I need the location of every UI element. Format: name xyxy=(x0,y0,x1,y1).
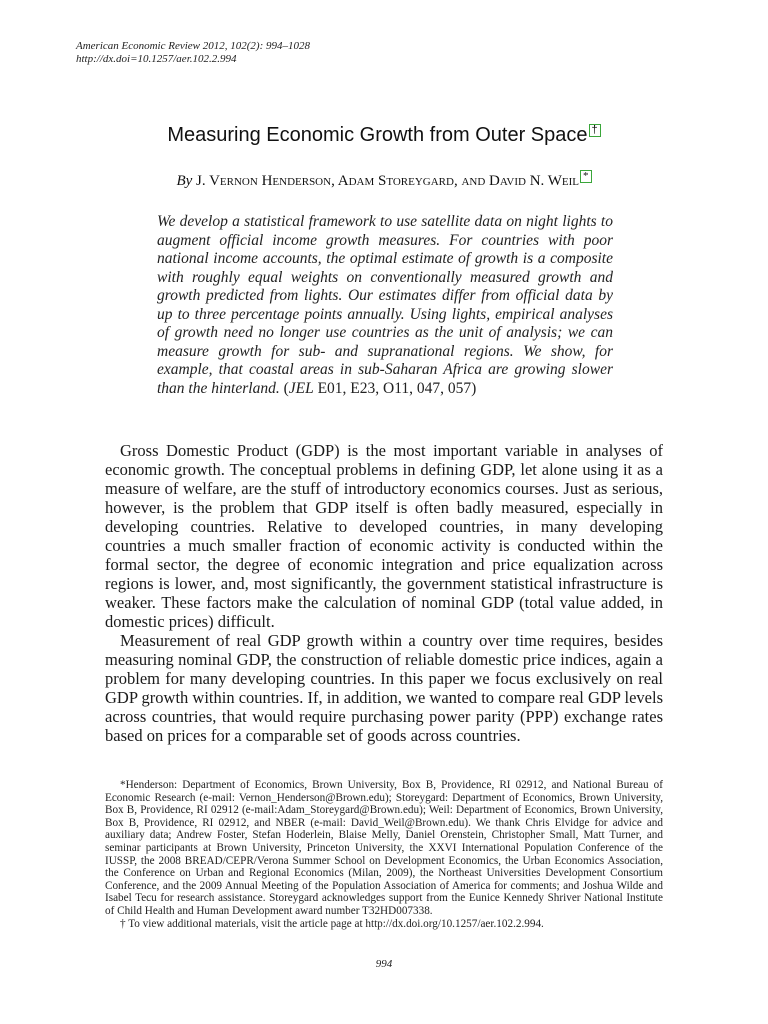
page-number: 994 xyxy=(375,958,393,970)
byline-by: By xyxy=(176,173,193,189)
footnote-additional-materials: † To view additional materials, visit the article page at http://dx.doi.org/10.1257/aer.102.2.994. xyxy=(120,917,544,930)
abstract-text: We develop a statistical framework to use satellite data on night lights to augment official income growth measures. For countries with poor national income accounts, the optimal estimate of growth is a composite with roughly equal weights on conventionally measured growth and growth predicted from lights. Our estimates differ from official data by up to three percentage points annually. Using lights, empirical analyses of growth need no longer use countries as the unit of analysis; we can measure growth for sub- and supranational regions. We show, for example, that coastal areas in sub-Saharan Africa are growing slower than the hinterland. xyxy=(157,213,613,397)
author-footnote-link[interactable]: * xyxy=(580,170,592,183)
journal-doi: http://dx.doi=10.1257/aer.102.2.994 xyxy=(76,53,237,65)
paper-title-text: Measuring Economic Growth from Outer Space xyxy=(167,124,588,146)
footnote-author-affiliations: *Henderson: Department of Economics, Brown University, Box B, Providence, RI 02912, and National Bureau of Economic Research (e-mail: Vernon_Henderson@Brown.edu); Storeygard: Department of Economics, Brown University, Box B, Providence, RI 02912 (e-mail:Adam_Storeygard@Brown.edu); Weil: Department of Economics, Brown University, Box B, Providence, RI 02912, and NBER (e-mail: David_Weil@Brown.edu). We thank Chris Elvidge for advice and auxiliary data; Andrew Foster, Stefan Hoderlein, Blaise Melly, Daniel Orenstein, Christopher Small, Matt Turner, and seminar participants at Brown University, Princeton University, the XXVI International Population Conference of the IUSSP, the 2008 BREAD/CEPR/Verona Summer School on Development Economics, the Urban Economics Association, the Conference on Urban and Regional Economics (Milan, 2009), the Northeast Universities Development Consortium Conference, and the 2009 Annual Meeting of the Population Association of America for comments; and Joshua Wilde and Isabel Tecu for research assistance. Storeygard acknowledges support from the Eunice Kennedy Shriver National Institute of Child Health and Human Development award number T32HD007338. xyxy=(105,779,663,917)
jel-label: JEL xyxy=(288,379,314,397)
jel-codes xyxy=(284,380,477,397)
footnotes xyxy=(105,779,663,930)
body-paragraph-1: Gross Domestic Product (GDP) is the most important variable in analyses of economic growth. The conceptual problems in defining GDP, let alone using it as a measure of welfare, are the stuff of introductory economics courses. Just as serious, however, is the problem that GDP itself is often badly measured, especially in developing countries. Relative to developed countries, in many developing countries a much smaller fraction of economic activity is conducted within the formal sector, the degree of economic integration and price equalization across regions is lower, and, most significantly, the government statistical infrastructure is weaker. These factors make the calculation of nominal GDP (total value added, in domestic prices) difficult. xyxy=(105,441,663,631)
jel-open: ( xyxy=(283,379,289,397)
journal-header xyxy=(76,40,310,66)
body-paragraph-2: Measurement of real GDP growth within a country over time requires, besides measuring nominal GDP, the construction of reliable domestic price indices, again a problem for many developing countries. In this paper we focus exclusively on real GDP growth within countries. If, in addition, we wanted to compare real GDP levels across countries, that would require purchasing power parity (PPP) exchange rates based on prices for a comparable set of goods across countries. xyxy=(105,631,663,745)
byline xyxy=(0,170,768,190)
jel-code-list: E01, E23, O11, 047, 057) xyxy=(313,379,477,397)
paper-title xyxy=(0,124,768,147)
author-list: J. Vernon Henderson, Adam Storeygard, and David N. Weil xyxy=(196,173,580,189)
title-footnote-link[interactable]: † xyxy=(589,124,601,137)
journal-citation: American Economic Review 2012, 102(2): 994–1028 xyxy=(76,40,310,52)
main-body xyxy=(105,441,663,745)
abstract xyxy=(157,213,613,398)
